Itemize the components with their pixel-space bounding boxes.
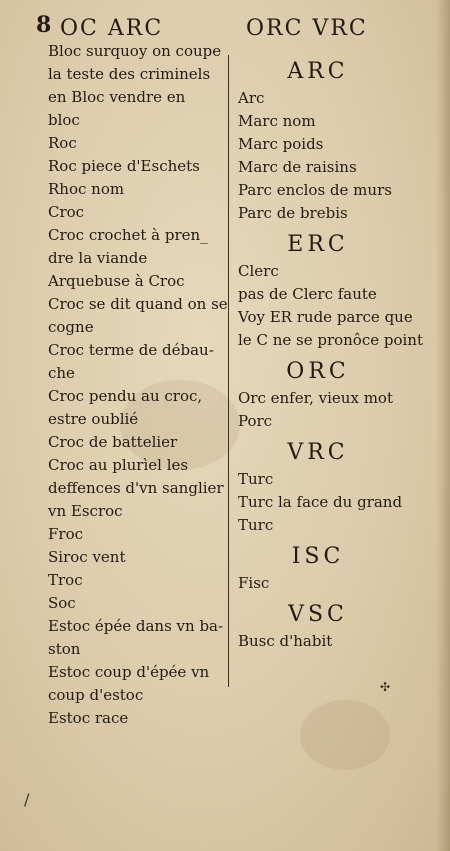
dictionary-entry: Parc enclos de murs xyxy=(238,181,392,199)
dictionary-entry: Estoc race xyxy=(48,709,129,727)
dictionary-entry: Rhoc nom xyxy=(48,180,125,198)
dictionary-entry: Roc piece d'Eschets xyxy=(48,157,200,175)
ink-mark: ✣ xyxy=(380,680,391,694)
dictionary-entry: estre oublié xyxy=(48,410,139,428)
dictionary-entry: Marc de raisins xyxy=(238,158,357,176)
dictionary-entry: Clerc xyxy=(238,262,279,280)
column-divider xyxy=(228,55,229,687)
dictionary-entry: Bloc surquoy on coupe xyxy=(48,42,222,60)
dictionary-entry: Turc xyxy=(238,516,274,534)
section-heading: ARC xyxy=(287,59,349,84)
dictionary-entry: Froc xyxy=(48,525,84,543)
dictionary-entry: Fisc xyxy=(238,574,270,592)
dictionary-entry: Croc pendu au croc, xyxy=(48,387,203,405)
dictionary-entry: Croc xyxy=(48,203,85,221)
ink-mark: / xyxy=(24,790,30,809)
right-column xyxy=(238,52,423,653)
page-number: 8 xyxy=(36,12,52,38)
dictionary-entry: Orc enfer, vieux mot xyxy=(238,389,393,407)
dictionary-entry: Arquebuse à Croc xyxy=(48,272,185,290)
dictionary-entry: Voy ER rude parce que xyxy=(238,308,413,326)
dictionary-entry: Croc au plurìel les xyxy=(48,456,189,474)
dictionary-entry: Croc se dit quand on se xyxy=(48,295,228,313)
section-heading: ORC xyxy=(286,359,350,384)
section-heading: VSC xyxy=(288,602,348,627)
dictionary-entry: ston xyxy=(48,640,81,658)
dictionary-entry: che xyxy=(48,364,75,382)
dictionary-entry: Croc crochet à pren_ xyxy=(48,226,208,244)
running-head-right: ORC VRC xyxy=(246,16,368,41)
section-heading: ERC xyxy=(287,232,349,257)
dictionary-entry: Busc d'habit xyxy=(238,632,333,650)
dictionary-entry: coup d'estoc xyxy=(48,686,144,704)
dictionary-entry: Estoc coup d'épée vn xyxy=(48,663,210,681)
dictionary-entry: Marc nom xyxy=(238,112,316,130)
dictionary-entry: la teste des criminels xyxy=(48,65,211,83)
dictionary-entry: Croc terme de débau- xyxy=(48,341,214,359)
dictionary-entry: Porc xyxy=(238,412,273,430)
dictionary-entry: deffences d'vn sanglier xyxy=(48,479,224,497)
dictionary-entry: le C ne se pronôce point xyxy=(238,331,423,349)
dictionary-entry: bloc xyxy=(48,111,80,129)
dictionary-entry: en Bloc vendre en xyxy=(48,88,186,106)
dictionary-entry: Soc xyxy=(48,594,76,612)
left-column xyxy=(48,40,228,730)
dictionary-entry: Troc xyxy=(48,571,83,589)
dictionary-entry: Turc la face du grand xyxy=(238,493,403,511)
section-heading: ISC xyxy=(291,544,345,569)
dictionary-entry: Roc xyxy=(48,134,77,152)
dictionary-entry: Estoc épée dans vn ba- xyxy=(48,617,224,635)
dictionary-entry: cogne xyxy=(48,318,94,336)
dictionary-entry: pas de Clerc faute xyxy=(238,285,377,303)
section-heading: VRC xyxy=(287,440,349,465)
dictionary-entry: Siroc vent xyxy=(48,548,126,566)
dictionary-entry: dre la viande xyxy=(48,249,148,267)
running-head-left: OC ARC xyxy=(60,16,164,41)
dictionary-entry: Parc de brebis xyxy=(238,204,348,222)
dictionary-entry: vn Escroc xyxy=(48,502,123,520)
dictionary-entry: Arc xyxy=(238,89,265,107)
dictionary-entry: Marc poids xyxy=(238,135,324,153)
dictionary-entry: Turc xyxy=(238,470,274,488)
paper-stain xyxy=(300,700,390,770)
page-edge-shadow xyxy=(436,0,450,851)
dictionary-entry: Croc de battelier xyxy=(48,433,178,451)
